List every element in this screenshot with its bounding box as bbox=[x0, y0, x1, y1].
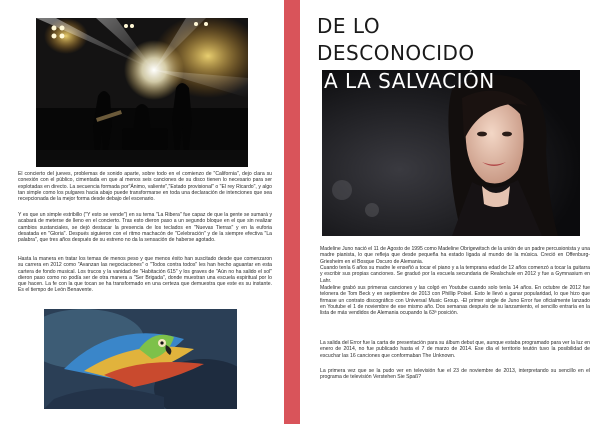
portrait-photo bbox=[322, 70, 580, 236]
bio-paragraph-3: Madeline grabó sus primeras canciones y las colgó en Youtube cuando solo tenía 14 años. En octubre de 2012 fue telonera de Tom Beck y en septiembre de 2013 con Phillip Poisel. Esto le llevó a ganar popularidad, lo que hizo que firmase un contrato discográfico con Universal Music Group. -El primer single de Juno Error fue oficialmente lanzado en Youtube el 1 de noviembre de ese mismo año. Dos semanas después de su lanzamiento, el sencillo entraría en la lista de más vendidos de Alemania ocupando la 63ª posición. bbox=[320, 285, 590, 316]
bio-paragraph-1: Madeline Juno nació el 11 de Agosto de 1995 como Madeline Obrigewitsch de la unión de un padre percusionista y una madre pianista, lo que refleja que desde pequeña ha estado ligada al mundo de la música. Creció en Offenburg-Griesheim en el Bosque Oscuro de Alemania. bbox=[320, 246, 590, 265]
title-line-2: DESCONOCIDO bbox=[317, 41, 475, 65]
article-paragraph-1: El concierto del jueves, problemas de sonido aparte, sobre todo en el comienzo de "California", dejo clara su conexión con el público, cimentada en que al menos seis canciones de su disco tienen lo necesario para ser explotadas en directo. La secuencia formada por"Ánimo, valiente","Estado provisional" o "El rey Ricardo", y algo tan simple como los pulgares hacia abajo puede transformarse en toda una declaración de intenciones que sea recepcionada de la mejor forma desde debajo del escenario. bbox=[18, 171, 272, 202]
right-page bbox=[300, 0, 600, 424]
bio-paragraph-4: La salida del Error fue la carta de presentación para su álbum debut que, aunque estaba programado para ver la luz en enero de 2014, no fue publicado hasta el 7 de marzo de 2014. Ese día el territorio teutón tuvo la posibilidad de escuchar las 16 canciones que conformaban The Unknown. bbox=[320, 340, 590, 359]
bio-paragraph-5: La primera vez que se la pudo ver en televisión fue el 23 de noviembre de 2013, interpretando su sencillo en el programa de televisión Verstehen Sie Spaß? bbox=[320, 368, 590, 381]
article-paragraph-3: Hasta la manera en tratar los temas de menos peso y que menos éxito han suscitado desde que comenzaron su carrera en 2012 como "Avanzan las negociaciones" o "Todos contra todos" les han hecho aguantar en esta cartera de fondo musical. Los trucos y la vanidad de "Habitación 615" y los graves de "Aún no ha salido el sol" dieron paso como no podía ser de otra manera a "Ser Brigada", donde muestran una escuela espiritual por lo que hacen. La fe con la que tocan se ha transformado en una certeza que demuestra que este es su instante. Es el tiempo de León Benavente. bbox=[18, 256, 272, 294]
bio-paragraph-2: Cuando tenía 6 años su madre le enseñó a tocar el piano y a la temprana edad de 12 años comenzó a tocar la guitarra y escribir sus propias canciones. Se graduó por la escuela secundaria de Realschule en 2012 y fue a Gymnasium en Lahr. bbox=[320, 265, 590, 284]
article-paragraph-2: Y es que un simple estribillo ("Y esto se vende") en su tema "La Ribera" fue capaz de que la gente se sumará y acabará de meterse de lleno en el concierto. Tras esto dieron paso a un segundo bloque en el que sin realizar cambios sustanciales, se dejó destacar la presencia de los teclados en "Nuevas Tierras" y en la euforia desatada en "Gloria". Después siguieron con el ritmo machacón de "Celebración" y de la siempre efectiva "La palabra", que tres años después de su estreno no da la sensación de haberse agotado. bbox=[18, 212, 272, 243]
title-line-3: A LA SALVACIÓN bbox=[324, 69, 495, 93]
parrot-photo bbox=[44, 309, 237, 409]
page-spine bbox=[284, 0, 300, 424]
title-line-1: DE LO bbox=[317, 14, 381, 38]
concert-photo bbox=[36, 18, 248, 167]
left-page bbox=[0, 0, 284, 424]
